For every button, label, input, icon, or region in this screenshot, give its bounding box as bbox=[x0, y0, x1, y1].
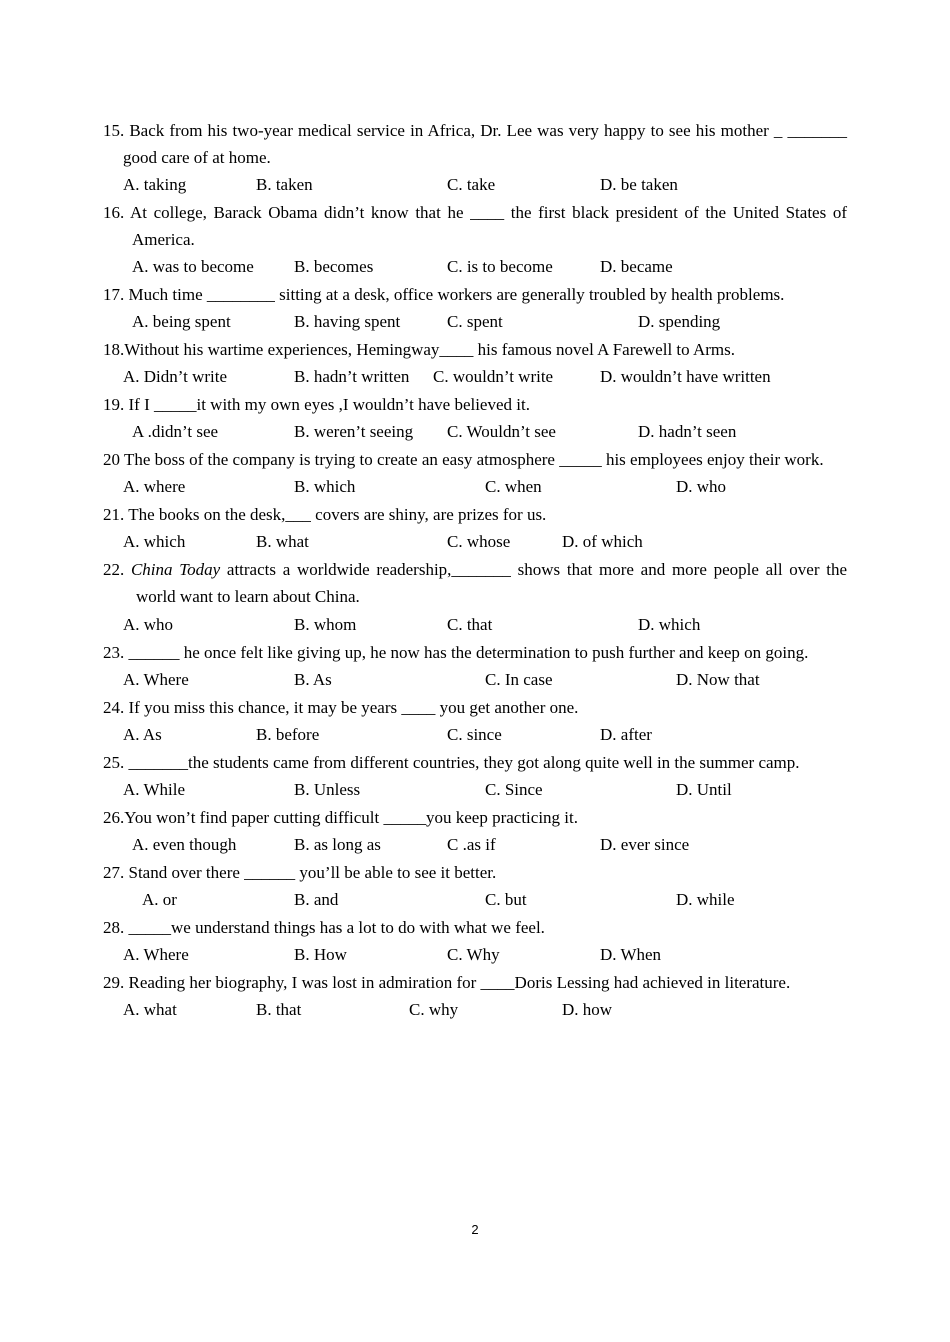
option-b: B. that bbox=[256, 1000, 302, 1019]
question-number: 22. bbox=[103, 560, 131, 579]
question-stem: 19. If I _____it with my own eyes ,I wouldn’t have believed it. bbox=[103, 395, 530, 414]
question-29 bbox=[103, 969, 847, 996]
option-a: A. While bbox=[123, 780, 186, 799]
option-b: B. weren’t seeing bbox=[294, 422, 414, 441]
option-a: A. what bbox=[123, 1000, 177, 1019]
options-16 bbox=[103, 253, 847, 281]
option-c: C. wouldn’t write bbox=[433, 367, 554, 386]
question-stem bbox=[103, 556, 847, 610]
question-21 bbox=[103, 501, 847, 528]
option-d: D. be taken bbox=[600, 175, 678, 194]
question-15 bbox=[103, 117, 847, 171]
option-a: A. where bbox=[123, 477, 186, 496]
options-23 bbox=[103, 666, 847, 694]
options-15 bbox=[103, 171, 847, 199]
question-16 bbox=[103, 199, 847, 253]
question-26 bbox=[103, 804, 847, 831]
options-24 bbox=[103, 721, 847, 749]
question-stem: 21. The books on the desk,___ covers are shiny, are prizes for us. bbox=[103, 505, 547, 524]
option-a: A .didn’t see bbox=[132, 422, 219, 441]
options-21 bbox=[103, 528, 847, 556]
question-stem: 24. If you miss this chance, it may be years ____ you get another one. bbox=[103, 698, 579, 717]
question-27 bbox=[103, 859, 847, 886]
question-stem: 18.Without his wartime experiences, Hemingway____ his famous novel A Farewell to Arms. bbox=[103, 340, 735, 359]
question-stem: 23. ______ he once felt like giving up, he now has the determination to push further and keep on going. bbox=[103, 643, 809, 662]
question-stem: 29. Reading her biography, I was lost in admiration for ____Doris Lessing had achieved in literature. bbox=[103, 973, 791, 992]
question-stem: 28. _____we understand things has a lot to do with what we feel. bbox=[103, 918, 545, 937]
option-a: A. Where bbox=[123, 670, 189, 689]
options-19 bbox=[103, 418, 847, 446]
question-25 bbox=[103, 749, 847, 776]
option-d: D. how bbox=[562, 1000, 613, 1019]
question-stem: 17. Much time ________ sitting at a desk, office workers are generally troubled by health problems. bbox=[103, 285, 785, 304]
option-d: D. Now that bbox=[676, 670, 760, 689]
option-d: D. ever since bbox=[600, 835, 690, 854]
option-d: D. while bbox=[676, 890, 735, 909]
question-stem: 15. Back from his two-year medical service in Africa, Dr. Lee was very happy to see his mother _ _______ good care of at home. bbox=[103, 121, 847, 167]
option-b: B. which bbox=[294, 477, 356, 496]
question-stem: 25. _______the students came from different countries, they got along quite well in the summer camp. bbox=[103, 753, 800, 772]
question-24 bbox=[103, 694, 847, 721]
option-d: D. which bbox=[638, 615, 701, 634]
option-b: B. whom bbox=[294, 615, 357, 634]
options-29 bbox=[103, 996, 847, 1024]
options-20 bbox=[103, 473, 847, 501]
option-a: A. being spent bbox=[132, 312, 231, 331]
question-17 bbox=[103, 281, 847, 308]
question-28 bbox=[103, 914, 847, 941]
question-list bbox=[103, 117, 847, 1024]
options-28 bbox=[103, 941, 847, 969]
option-c: C. Why bbox=[447, 945, 500, 964]
question-stem: 20 The boss of the company is trying to create an easy atmosphere _____ his employees enjoy their work. bbox=[103, 450, 824, 469]
option-d: D. who bbox=[676, 477, 727, 496]
option-d: D. wouldn’t have written bbox=[600, 367, 771, 386]
options-17 bbox=[103, 308, 847, 336]
option-c: C. Wouldn’t see bbox=[447, 422, 556, 441]
option-d: D. hadn’t seen bbox=[638, 422, 737, 441]
option-c: C. spent bbox=[447, 312, 503, 331]
option-c: C. Since bbox=[485, 780, 543, 799]
option-d: D. When bbox=[600, 945, 662, 964]
option-d: D. spending bbox=[638, 312, 721, 331]
question-22 bbox=[103, 556, 847, 610]
option-a: A. or bbox=[142, 890, 177, 909]
option-a: A. who bbox=[123, 615, 174, 634]
option-c: C. when bbox=[485, 477, 542, 496]
options-18 bbox=[103, 363, 847, 391]
options-27 bbox=[103, 886, 847, 914]
option-b: B. becomes bbox=[294, 257, 374, 276]
option-b: B. Unless bbox=[294, 780, 361, 799]
option-c: C. In case bbox=[485, 670, 553, 689]
option-c: C. is to become bbox=[447, 257, 553, 276]
option-a: A. which bbox=[123, 532, 186, 551]
publication-title: China Today bbox=[130, 560, 221, 579]
question-text: attracts a worldwide readership,_______ shows that more and more people all over the world want to learn about China. bbox=[136, 560, 847, 606]
option-c: C. take bbox=[447, 175, 496, 194]
option-d: D. of which bbox=[562, 532, 643, 551]
option-b: B. what bbox=[256, 532, 309, 551]
option-c: C. since bbox=[447, 725, 502, 744]
option-a: A. even though bbox=[132, 835, 237, 854]
option-b: B. As bbox=[294, 670, 332, 689]
option-b: B. having spent bbox=[294, 312, 401, 331]
options-26 bbox=[103, 831, 847, 859]
question-stem: 27. Stand over there ______ you’ll be able to see it better. bbox=[103, 863, 497, 882]
question-23 bbox=[103, 639, 847, 666]
option-a: A. As bbox=[123, 725, 162, 744]
option-a: A. Didn’t write bbox=[123, 367, 228, 386]
question-18 bbox=[103, 336, 847, 363]
option-a: A. taking bbox=[123, 175, 187, 194]
question-19 bbox=[103, 391, 847, 418]
question-20 bbox=[103, 446, 847, 473]
option-b: B. as long as bbox=[294, 835, 381, 854]
option-b: B. taken bbox=[256, 175, 313, 194]
option-c: C. whose bbox=[447, 532, 511, 551]
option-b: B. hadn’t written bbox=[294, 367, 410, 386]
options-25 bbox=[103, 776, 847, 804]
options-22 bbox=[103, 610, 847, 639]
option-b: B. and bbox=[294, 890, 339, 909]
option-b: B. How bbox=[294, 945, 347, 964]
option-b: B. before bbox=[256, 725, 320, 744]
option-d: D. after bbox=[600, 725, 652, 744]
question-stem: 26.You won’t find paper cutting difficult _____you keep practicing it. bbox=[103, 808, 578, 827]
option-d: D. Until bbox=[676, 780, 732, 799]
option-a: A. Where bbox=[123, 945, 189, 964]
option-c: C .as if bbox=[447, 835, 496, 854]
option-c: C. why bbox=[409, 1000, 459, 1019]
option-a: A. was to become bbox=[132, 257, 254, 276]
page-number: 2 bbox=[471, 1222, 479, 1237]
option-c: C. but bbox=[485, 890, 527, 909]
question-stem: 16. At college, Barack Obama didn’t know that he ____ the first black president of the United States of America. bbox=[103, 203, 847, 249]
option-c: C. that bbox=[447, 615, 493, 634]
option-d: D. became bbox=[600, 257, 673, 276]
